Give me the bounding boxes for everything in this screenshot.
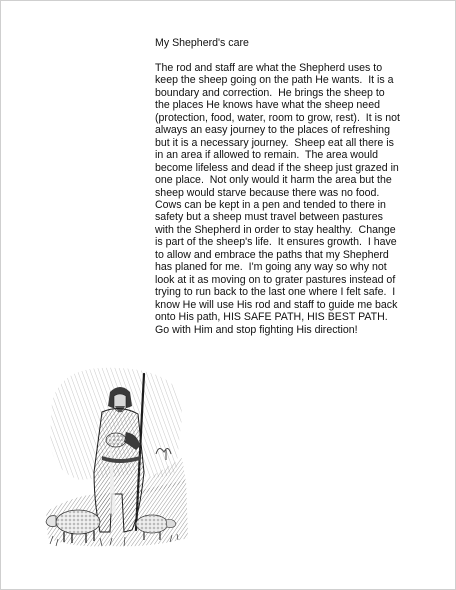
body-line: become lifeless and dead if the sheep just grazed in — [155, 161, 399, 174]
body-line: keep the sheep going on the path He wants. It is a — [155, 74, 394, 87]
body-line: one place. Not only would it harm the area but the — [155, 174, 392, 187]
body-line: safety but a sheep must travel between pastures — [155, 211, 383, 224]
document-body — [155, 62, 453, 336]
body-line: Cows can be kept in a pen and tended to there in — [155, 198, 386, 211]
body-line: Go with Him and stop fighting His direction! — [155, 323, 358, 336]
body-line: (protection, food, water, room to grow, rest). It is not — [155, 111, 400, 124]
body-line: The rod and staff are what the Shepherd uses to — [155, 62, 383, 74]
body-line: sheep would starve because there was no food. — [155, 186, 380, 199]
body-line: to allow and embrace the paths that my Shepherd — [155, 248, 389, 261]
shepherd-with-sheep-illustration — [40, 362, 190, 552]
body-line: boundary and correction. He brings the sheep to — [155, 86, 385, 99]
body-line: onto His path, HIS SAFE PATH, HIS BEST PATH. — [155, 311, 388, 324]
body-line: always an easy journey to the places of refreshing — [155, 124, 390, 137]
body-line: the places He knows have what the sheep need — [155, 99, 380, 112]
body-line: know He will use His rod and staff to guide me back — [155, 298, 398, 311]
body-line: is part of the sheep's life. It ensures growth. I have — [155, 236, 397, 249]
body-line: look at it as moving on to grater pastures instead of — [155, 273, 396, 286]
body-line: but it is a necessary journey. Sheep eat all there is — [155, 136, 394, 149]
body-line: with the Shepherd in order to stay healthy. Change — [155, 223, 396, 236]
body-line: in an area if allowed to remain. The area would — [155, 149, 378, 162]
body-line: has planed for me. I'm going any way so why not — [155, 261, 387, 274]
body-line: trying to run back to the last one where I felt safe. I — [155, 286, 396, 299]
document-title: My Shepherd's care — [155, 37, 249, 49]
